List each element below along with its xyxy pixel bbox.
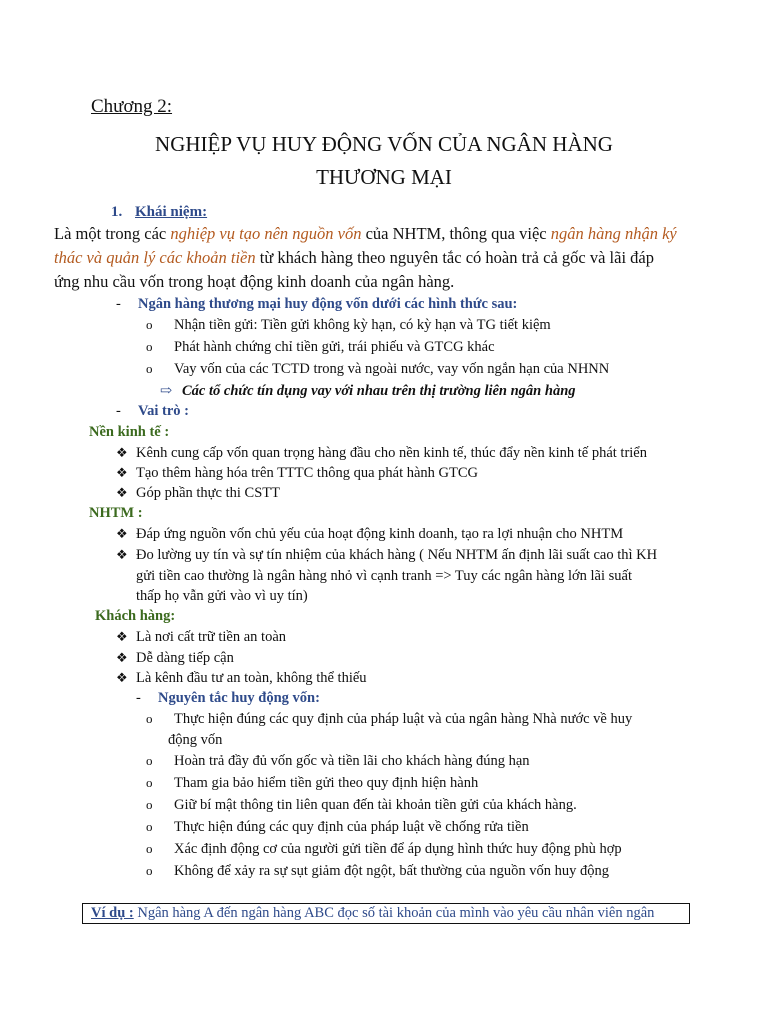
dash-bullet: - xyxy=(116,296,121,312)
list-item-text: Đo lường uy tín và sự tín nhiệm của khách hàng ( Nếu NHTM ấn định lãi suất cao thì KH xyxy=(136,547,658,563)
list-item xyxy=(116,650,234,667)
list-item xyxy=(146,361,609,378)
list-item xyxy=(116,445,647,462)
nhtm-heading: NHTM : xyxy=(89,505,143,521)
list-item-text: Phát hành chứng chỉ tiền gửi, trái phiếu và GTCG khác xyxy=(174,339,495,355)
circle-bullet-icon: o xyxy=(146,753,153,768)
definition-highlight: nghiệp vụ tạo nên nguồn vốn xyxy=(170,224,362,243)
diamond-bullet-icon: ❖ xyxy=(116,670,128,685)
conclusion-text: Các tổ chức tín dụng vay với nhau trên thị trường liên ngân hàng xyxy=(182,383,576,399)
list-item-text: Xác định động cơ của người gửi tiền để áp dụng hình thức huy động phù hợp xyxy=(174,841,622,857)
forms-conclusion xyxy=(160,382,576,400)
definition-line-3: ứng nhu cầu vốn trong hoạt động kinh doanh của ngân hàng. xyxy=(54,272,455,291)
diamond-bullet-icon: ❖ xyxy=(116,445,128,460)
circle-bullet-icon: o xyxy=(146,711,153,726)
circle-bullet-icon: o xyxy=(146,361,153,376)
definition-highlight: thác và quản lý các khoản tiền xyxy=(54,248,256,267)
section-label: Khái niệm: xyxy=(135,204,208,220)
diamond-bullet-icon: ❖ xyxy=(116,650,128,665)
dash-bullet: - xyxy=(136,690,141,706)
list-item xyxy=(146,317,551,334)
list-item xyxy=(146,819,529,836)
circle-bullet-icon: o xyxy=(146,775,153,790)
list-item-text: Đáp ứng nguồn vốn chủ yếu của hoạt động kinh doanh, tạo ra lợi nhuận cho NHTM xyxy=(136,526,624,542)
circle-bullet-icon: o xyxy=(146,819,153,834)
definition-line-1 xyxy=(54,224,677,244)
document-title-line1: NGHIỆP VỤ HUY ĐỘNG VỐN CỦA NGÂN HÀNG xyxy=(155,132,613,156)
forms-heading xyxy=(116,296,517,313)
list-item xyxy=(146,797,577,814)
diamond-bullet-icon: ❖ xyxy=(116,526,128,541)
circle-bullet-icon: o xyxy=(146,863,153,878)
list-item xyxy=(116,485,280,502)
circle-bullet-icon: o xyxy=(146,317,153,332)
diamond-bullet-icon: ❖ xyxy=(116,465,128,480)
section-number: 1. xyxy=(111,204,123,220)
list-item-continuation: động vốn xyxy=(168,732,223,748)
definition-line-2 xyxy=(54,248,654,268)
list-item-text: Thực hiện đúng các quy định của pháp luật và của ngân hàng Nhà nước về huy xyxy=(174,711,633,727)
diamond-bullet-icon: ❖ xyxy=(116,547,128,562)
example-text: Ngân hàng A đến ngân hàng ABC đọc số tài khoản của mình vào yêu cầu nhân viên ngân xyxy=(133,905,655,921)
list-item-text: Giữ bí mật thông tin liên quan đến tài khoản tiền gửi của khách hàng. xyxy=(174,797,577,813)
list-item xyxy=(116,629,286,646)
list-item-text: Góp phần thực thi CSTT xyxy=(136,485,280,501)
list-item-text: Thực hiện đúng các quy định của pháp luật về chống rửa tiền xyxy=(174,819,529,835)
document-title-line2: THƯƠNG MẠI xyxy=(316,165,452,189)
list-item xyxy=(146,339,495,356)
list-item xyxy=(146,841,622,858)
economy-heading: Nền kinh tế : xyxy=(89,424,170,440)
forms-heading-text: Ngân hàng thương mại huy động vốn dưới các hình thức sau: xyxy=(138,296,518,312)
section-heading-concept xyxy=(111,204,207,221)
list-item-text: Nhận tiền gửi: Tiền gửi không kỳ hạn, có kỳ hạn và TG tiết kiệm xyxy=(174,317,551,333)
circle-bullet-icon: o xyxy=(146,841,153,856)
list-item xyxy=(146,863,609,880)
list-item-text: Kênh cung cấp vốn quan trọng hàng đầu cho nền kinh tế, thúc đẩy nền kinh tế phát triển xyxy=(136,445,647,461)
list-item xyxy=(116,547,657,564)
diamond-bullet-icon: ❖ xyxy=(116,485,128,500)
definition-text: Là một trong các xyxy=(54,224,171,243)
diamond-bullet-icon: ❖ xyxy=(116,629,128,644)
chapter-heading: Chương 2: xyxy=(91,96,173,117)
definition-highlight: ngân hàng nhận ký xyxy=(550,224,677,243)
role-heading xyxy=(116,403,189,420)
list-item-text: Tham gia bảo hiểm tiền gửi theo quy định hiện hành xyxy=(174,775,479,791)
example-label: Ví dụ : xyxy=(91,905,134,921)
list-item xyxy=(146,775,478,792)
list-item-text: Tạo thêm hàng hóa trên TTTC thông qua phát hành GTCG xyxy=(136,465,479,481)
dash-bullet: - xyxy=(116,403,121,419)
circle-bullet-icon: o xyxy=(146,339,153,354)
list-item-text: Dễ dàng tiếp cận xyxy=(136,650,234,666)
list-item xyxy=(116,465,478,482)
list-item-text: Vay vốn của các TCTD trong và ngoài nước, vay vốn ngắn hạn của NHNN xyxy=(174,361,610,377)
list-item xyxy=(116,670,367,687)
definition-text: của NHTM, thông qua việc xyxy=(361,224,551,243)
customers-heading: Khách hàng: xyxy=(95,608,176,624)
role-heading-text: Vai trò : xyxy=(138,403,190,419)
circle-bullet-icon: o xyxy=(146,797,153,812)
list-item-text: Không để xảy ra sự sụt giảm đột ngột, bất thường của nguồn vốn huy động xyxy=(174,863,609,879)
right-arrow-icon: ⇨ xyxy=(160,383,173,399)
list-item xyxy=(116,526,623,543)
principles-heading-text: Nguyên tắc huy động vốn: xyxy=(158,690,320,706)
list-item-text: Là nơi cất trữ tiền an toàn xyxy=(136,629,286,645)
list-item xyxy=(146,711,632,728)
definition-text: từ khách hàng theo nguyên tắc có hoàn trả cả gốc và lãi đáp xyxy=(255,248,654,267)
example-box xyxy=(82,903,690,924)
principles-heading xyxy=(136,690,320,707)
list-item-text: Là kênh đầu tư an toàn, không thể thiếu xyxy=(136,670,367,686)
list-item-continuation: gửi tiền cao thường là ngân hàng nhỏ vì cạnh tranh => Tuy các ngân hàng lớn lãi suất xyxy=(136,568,633,584)
list-item xyxy=(146,753,530,770)
list-item-continuation: thấp họ vẫn gửi vào vì uy tín) xyxy=(136,588,308,604)
list-item-text: Hoàn trả đầy đủ vốn gốc và tiền lãi cho khách hàng đúng hạn xyxy=(174,753,530,769)
